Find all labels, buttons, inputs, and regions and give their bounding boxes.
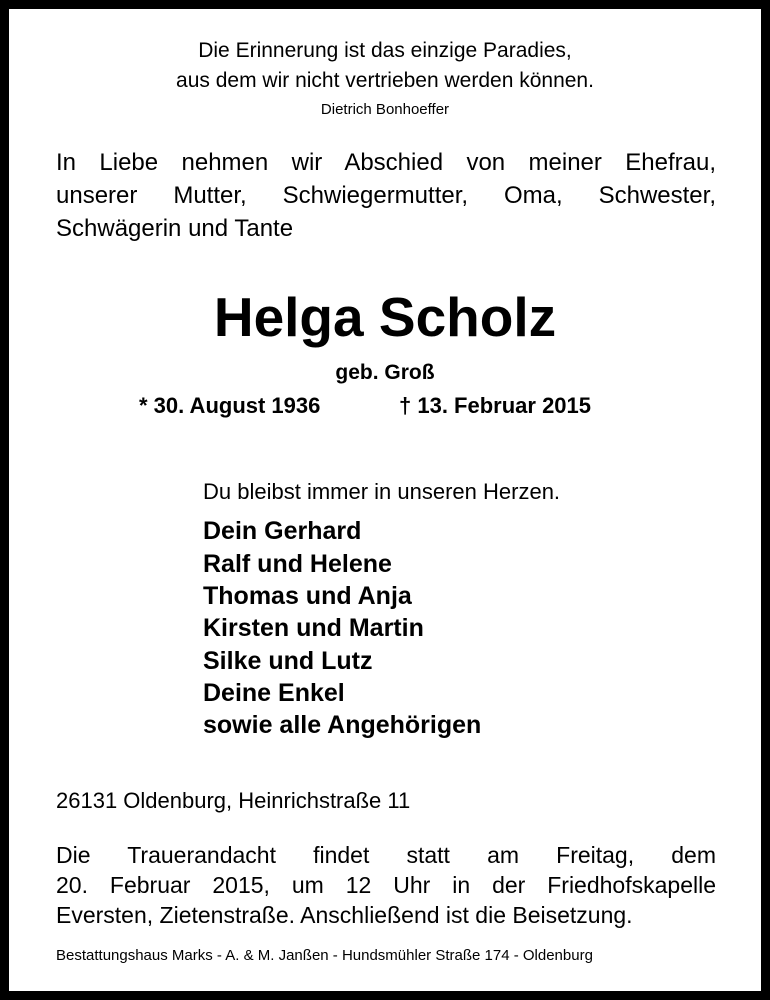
quote-line-2: aus dem wir nicht vertrieben werden können. (176, 69, 594, 92)
quote-author: Dietrich Bonhoeffer (320, 101, 450, 118)
mourner: Deine Enkel (203, 679, 345, 707)
death-date: † 13. Februar 2015 (399, 393, 592, 418)
dedication: Du bleibst immer in unseren Herzen. (203, 479, 561, 504)
mourner: sowie alle Angehörigen (203, 711, 482, 739)
mourner: Thomas und Anja (203, 582, 412, 610)
mourner: Dein Gerhard (203, 517, 362, 545)
intro-line-1: In Liebe nehmen wir Abschied von meiner Ehefrau, (56, 149, 716, 176)
quote-line-1: Die Erinnerung ist das einzige Paradies, (198, 39, 572, 62)
obituary-notice (9, 9, 761, 991)
service-line-2: 20. Februar 2015, um 12 Uhr in der Friedhofskapelle (56, 872, 716, 898)
maiden-name: geb. Groß (335, 361, 435, 384)
birth-date: * 30. August 1936 (139, 393, 321, 418)
intro-line-2: unserer Mutter, Schwiegermutter, Oma, Schwester, (56, 182, 716, 209)
mourner: Kirsten und Martin (203, 614, 424, 642)
funeral-home-footer: Bestattungshaus Marks - A. & M. Janßen - Hundsmühler Straße 174 - Oldenburg (56, 947, 593, 964)
deceased-name: Helga Scholz (213, 286, 557, 348)
intro-line-3: Schwägerin und Tante (56, 215, 294, 242)
mourner: Ralf und Helene (203, 550, 392, 578)
mourner: Silke und Lutz (203, 647, 373, 675)
service-line-1: Die Trauerandacht findet statt am Freitag, dem (56, 842, 716, 868)
address: 26131 Oldenburg, Heinrichstraße 11 (56, 788, 411, 813)
service-line-3: Eversten, Zietenstraße. Anschließend ist die Beisetzung. (56, 902, 633, 928)
